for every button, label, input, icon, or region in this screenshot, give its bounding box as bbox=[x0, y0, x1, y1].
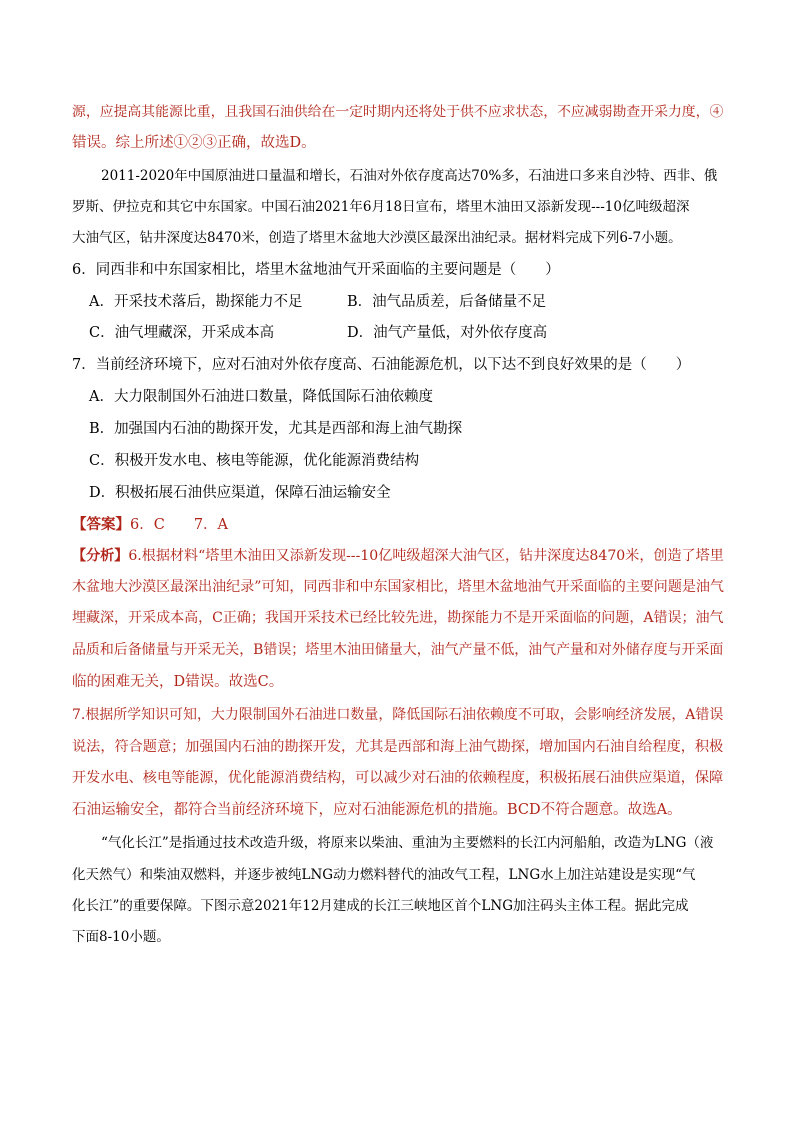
question-7-option-b: B．加强国内石油的勘探开发，尤其是西部和海上油气勘探 bbox=[89, 421, 463, 437]
analysis-line-2: 木盆地大沙漠区最深出油纪录”可知，同西非和中东国家相比，塔里木盆地油气开采面临的主要问题是油气 bbox=[72, 579, 724, 595]
question-6-option-c: C．油气埋藏深，开采成本高 bbox=[89, 325, 275, 341]
analysis-label: 【分析】 bbox=[72, 548, 129, 564]
analysis-text-1: 6.根据材料“塔里木油田又添新发现---10亿吨级超深大油气区，钻井深度达8470米，创造了塔里 bbox=[128, 548, 724, 564]
question-7-stem: 7．当前经济环境下，应对石油对外依存度高、石油能源危机，以下达不到良好效果的是（ ） bbox=[72, 357, 691, 373]
question-6-stem: 6．同西非和中东国家相比，塔里木盆地油气开采面临的主要问题是（ ） bbox=[72, 262, 560, 278]
analysis-line-1 bbox=[72, 546, 724, 566]
passage2-line-2: 化天然气）和柴油双燃料，并逐步被纯LNG动力燃料替代的油改气工程，LNG水上加注站建设是实现“气 bbox=[72, 867, 696, 883]
analysis-line-9: 石油运输安全，都符合当前经济环境下，应对石油能源危机的措施。BCD不符合题意。故选A。 bbox=[72, 802, 682, 818]
prev-analysis-line-2: 错误。综上所述①②③正确，故选D。 bbox=[72, 135, 316, 151]
analysis-line-4: 品质和后备储量与开采无关，B错误；塔里木油田储量大，油气产量不低，油气产量和对外储存度与开采面 bbox=[72, 642, 724, 658]
analysis-line-5: 临的困难无关，D错误。故选C。 bbox=[72, 674, 284, 690]
passage1-line-2: 罗斯、伊拉克和其它中东国家。中国石油2021年6月18日宣布，塔里木油田又添新发现---10亿吨级超深 bbox=[72, 199, 690, 215]
prev-analysis-line-1: 源，应提高其能源比重，且我国石油供给在一定时期内还将处于供不应求状态，不应减弱勘查开采力度，④ bbox=[72, 104, 724, 120]
question-7-option-d: D．积极拓展石油供应渠道，保障石油运输安全 bbox=[89, 485, 391, 501]
question-7-option-c: C．积极开发水电、核电等能源，优化能源消费结构 bbox=[89, 453, 420, 469]
passage2-line-3: 化长江”的重要保障。下图示意2021年12月建成的长江三峡地区首个LNG加注码头主体工程。据此完成 bbox=[72, 898, 689, 914]
analysis-line-7: 说法，符合题意；加强国内石油的勘探开发，尤其是西部和海上油气勘探，增加国内石油自给程度，积极 bbox=[72, 739, 724, 755]
analysis-line-6: 7.根据所学知识可知，大力限制国外石油进口数量，降低国际石油依赖度不可取，会影响经济发展，A错误 bbox=[72, 707, 724, 723]
question-6-option-a: A．开采技术落后，勘探能力不足 bbox=[89, 294, 303, 310]
passage1-line-3: 大油气区，钻井深度达8470米，创造了塔里木盆地大沙漠区最深出油纪录。据材料完成下列6-7小题。 bbox=[72, 230, 682, 246]
question-7-option-a: A．大力限制国外石油进口数量，降低国际石油依赖度 bbox=[89, 389, 433, 405]
passage2-line-4: 下面8-10小题。 bbox=[72, 929, 170, 945]
answer-line bbox=[72, 515, 228, 535]
analysis-line-8: 开发水电、核电等能源，优化能源消费结构，可以减少对石油的依赖程度，积极拓展石油供应渠道，保障 bbox=[72, 770, 724, 786]
question-6-option-b: B．油气品质差，后备储量不足 bbox=[347, 294, 547, 310]
analysis-line-3: 埋藏深，开采成本高，C正确；我国开采技术已经比较先进，勘探能力不是开采面临的问题，A错误；油气 bbox=[72, 610, 724, 626]
question-6-option-d: D．油气产量低，对外依存度高 bbox=[347, 325, 548, 341]
answer-text: 6．C 7．A bbox=[130, 517, 229, 533]
passage2-line-1: “气化长江”是指通过技术改造升级，将原来以柴油、重油为主要燃料的长江内河船舶，改造为LNG（液 bbox=[101, 835, 714, 851]
answer-label: 【答案】 bbox=[72, 516, 130, 533]
passage1-line-1: 2011-2020年中国原油进口量温和增长，石油对外依存度高达70%多，石油进口多来自沙特、西非、俄 bbox=[101, 168, 718, 184]
